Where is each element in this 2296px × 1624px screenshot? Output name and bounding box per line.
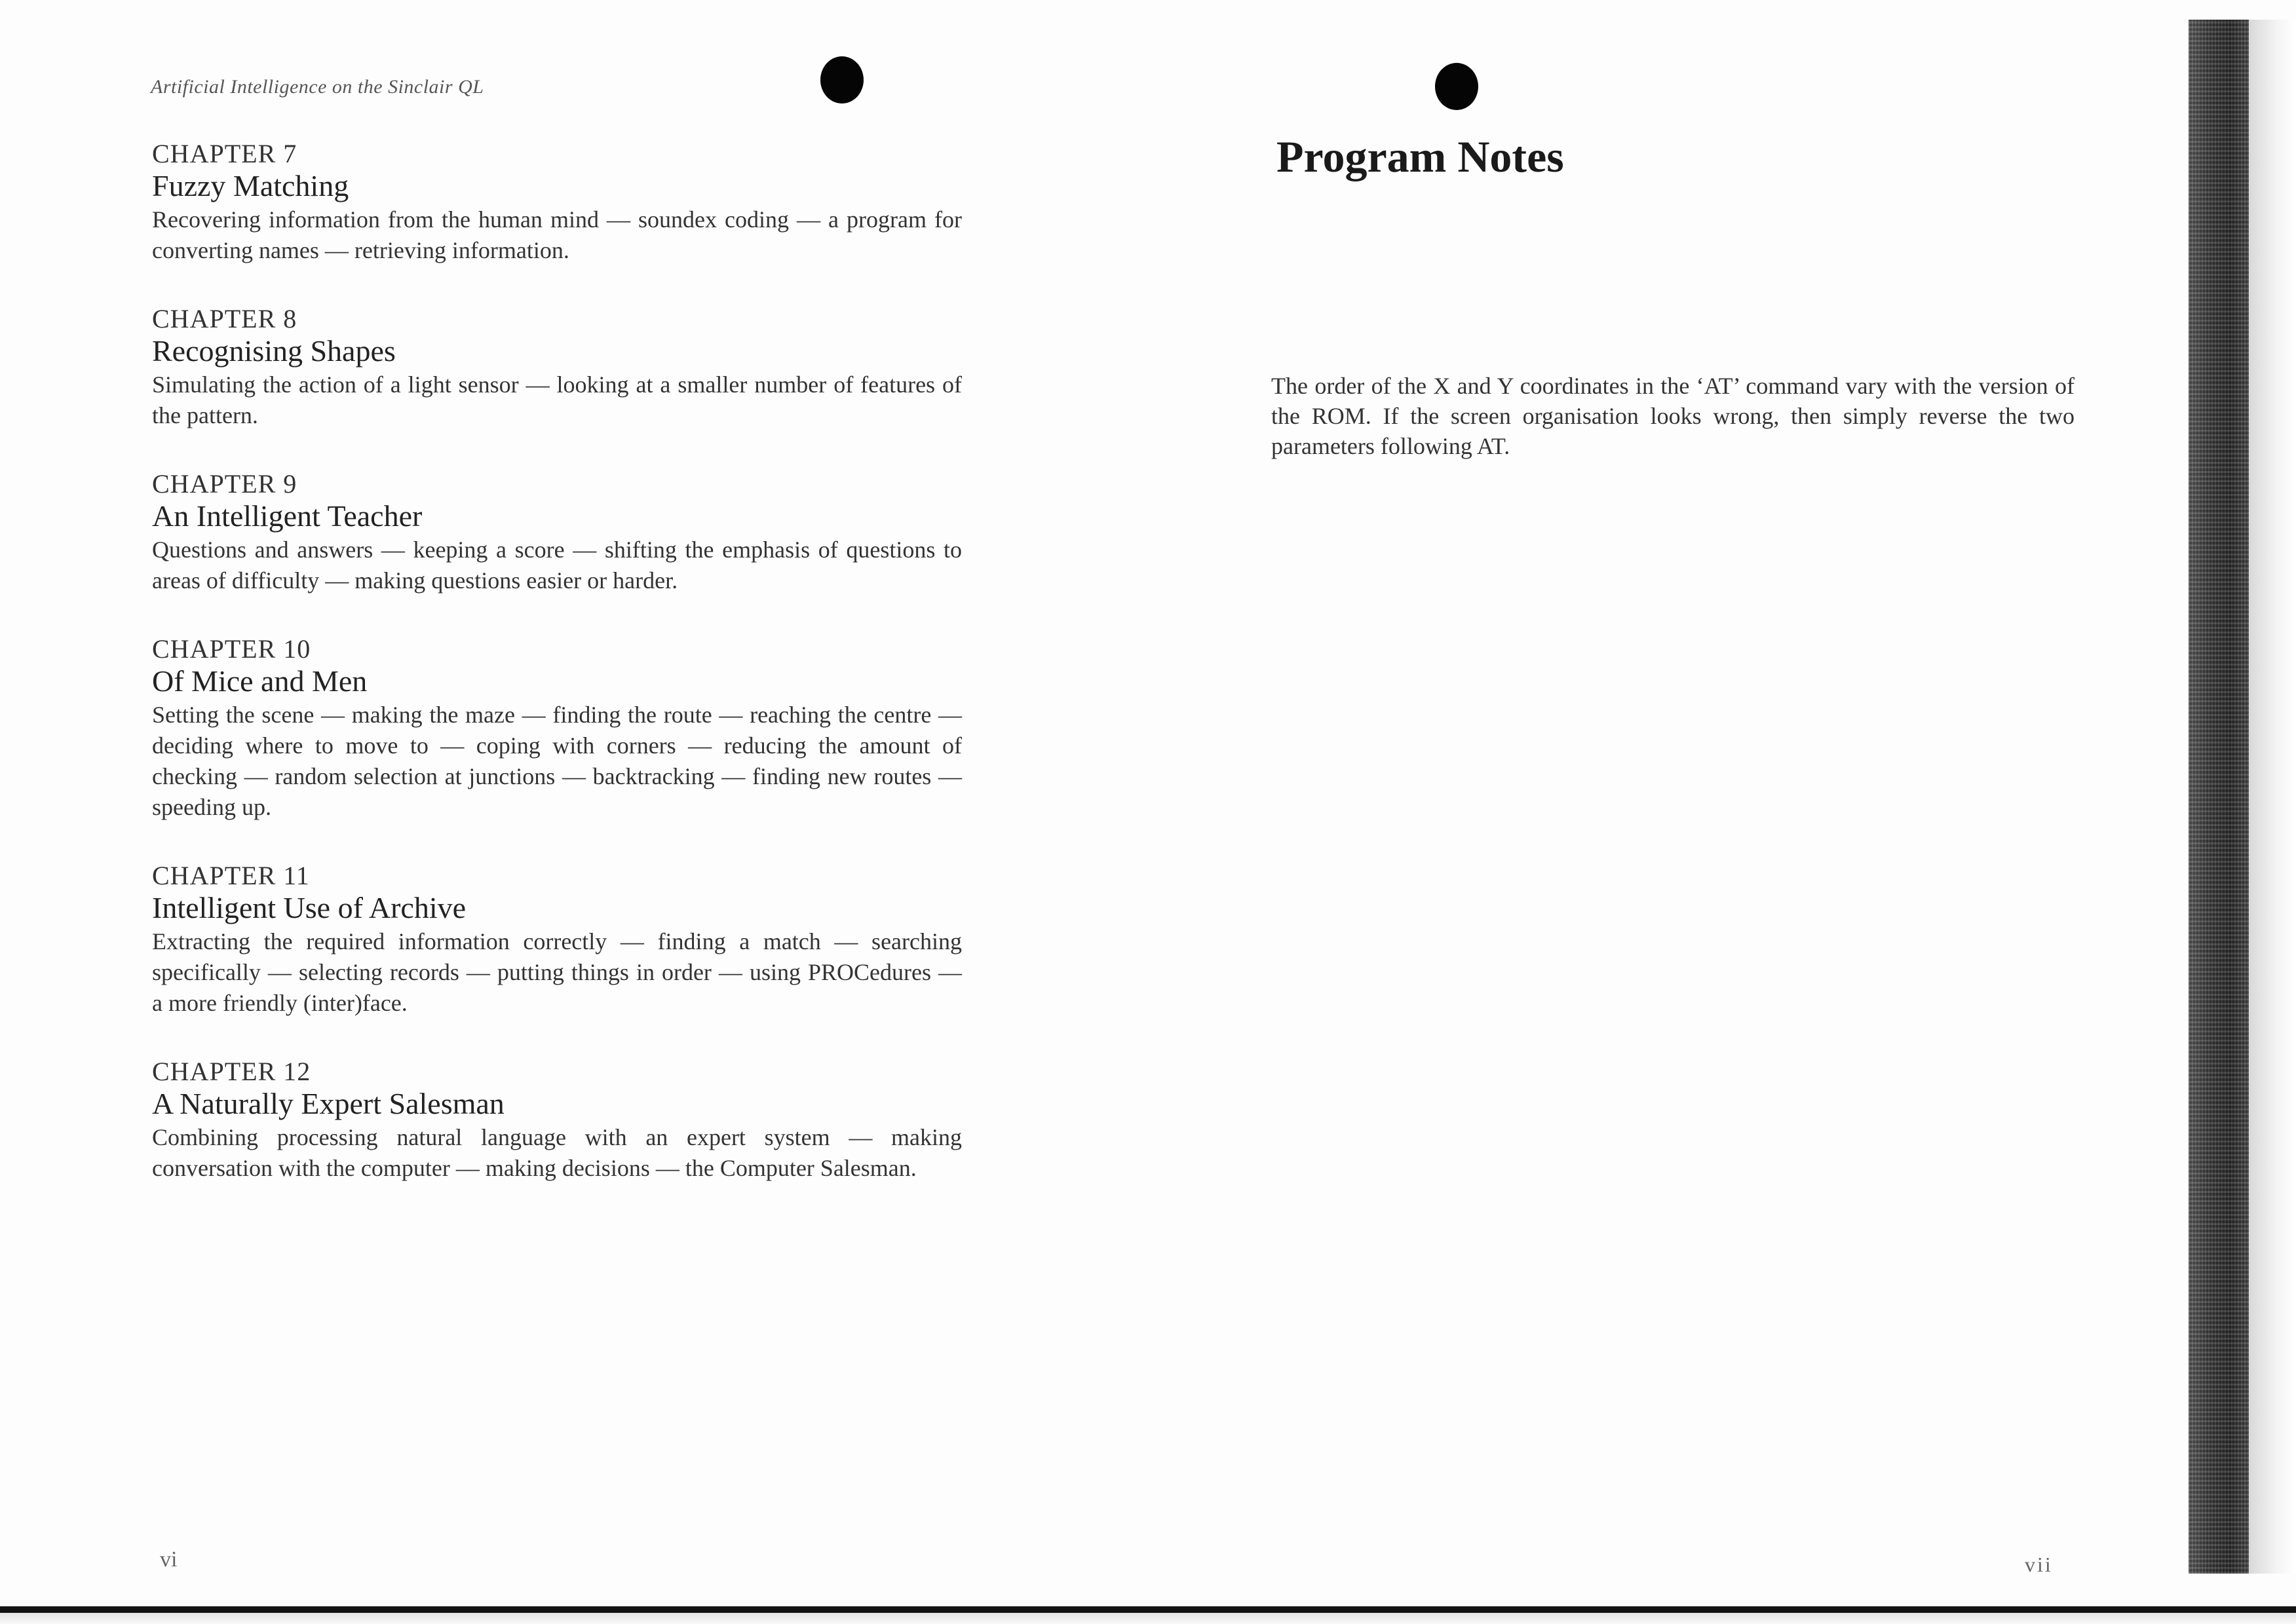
chapter-label: CHAPTER 11 xyxy=(152,861,310,890)
chapter-title: An Intelligent Teacher xyxy=(152,499,423,533)
chapter-title: A Naturally Expert Salesman xyxy=(152,1087,505,1120)
chapter-description: Combining processing natural language with an expert system — making conversation with the computer — making decisions — the Computer Salesman. xyxy=(152,1124,962,1181)
chapter-entry-10 xyxy=(152,634,962,823)
chapter-label: CHAPTER 12 xyxy=(152,1057,311,1086)
chapter-description: Extracting the required information correctly — finding a match — searching specifically — selecting records — putting things in order — using PROCedures — a more friendly (inter)face. xyxy=(152,928,962,1016)
contents-list xyxy=(152,139,962,1222)
chapter-entry-9 xyxy=(152,469,962,596)
chapter-title: Recognising Shapes xyxy=(152,334,396,368)
chapter-description: Questions and answers — keeping a score — shifting the emphasis of questions to areas of difficulty — making questions easier or harder. xyxy=(152,537,962,594)
chapter-entry-7 xyxy=(152,139,962,266)
page-number-right: vii xyxy=(2025,1553,2053,1576)
chapter-entry-12 xyxy=(152,1057,962,1184)
program-notes-paragraph: The order of the X and Y coordinates in the ‘AT’ command vary with the version of the ROM. If the screen organisation looks wrong, then simply reverse the two parameters following AT. xyxy=(1271,373,2075,459)
chapter-description: Setting the scene — making the maze — finding the route — reaching the centre — deciding where to move to — coping with corners — reducing the amount of checking — random selection at junctions — backtracking — finding new routes — speeding up. xyxy=(152,702,962,820)
chapter-label: CHAPTER 10 xyxy=(152,634,311,664)
chapter-entry-11 xyxy=(152,861,962,1019)
scan-bottom-shadow xyxy=(0,1613,2296,1624)
chapter-title: Of Mice and Men xyxy=(152,664,368,698)
page-title: Program Notes xyxy=(1276,132,1564,181)
binding-fade xyxy=(2249,20,2296,1574)
running-head: Artificial Intelligence on the Sinclair QL xyxy=(151,76,484,98)
chapter-description: Simulating the action of a light sensor — looking at a smaller number of features of the pattern. xyxy=(152,371,962,428)
binding-shadow xyxy=(2189,20,2249,1574)
punch-hole-right xyxy=(1435,63,1478,110)
chapter-label: CHAPTER 9 xyxy=(152,469,297,499)
chapter-description: Recovering information from the human mind — soundex coding — a program for converting names — retrieving information. xyxy=(152,206,962,263)
page-number-left: vi xyxy=(160,1547,178,1572)
chapter-entry-8 xyxy=(152,304,962,431)
chapter-label: CHAPTER 7 xyxy=(152,139,297,168)
chapter-title: Intelligent Use of Archive xyxy=(152,891,467,924)
chapter-title: Fuzzy Matching xyxy=(152,169,349,202)
scan-bottom-edge xyxy=(0,1606,2296,1613)
punch-hole-left xyxy=(820,56,864,104)
chapter-label: CHAPTER 8 xyxy=(152,304,297,333)
